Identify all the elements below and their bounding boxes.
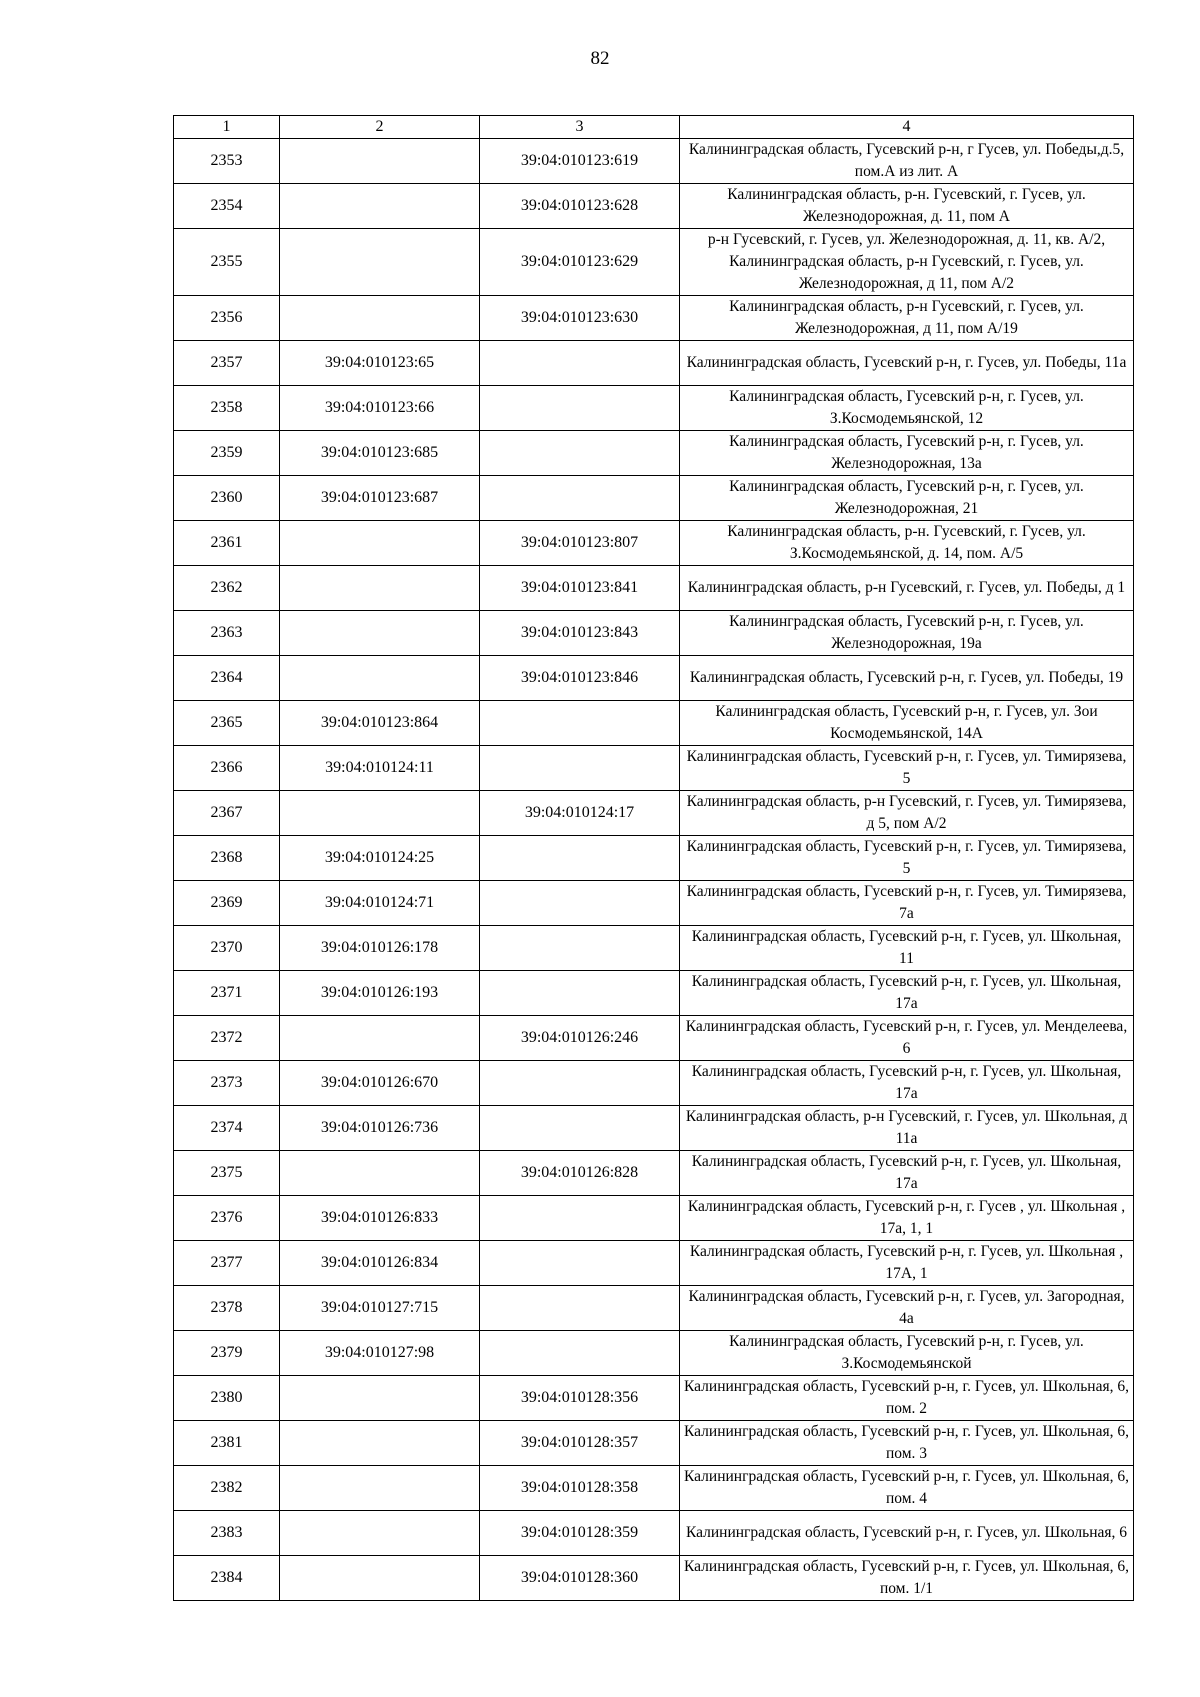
cadastral-number-cell <box>480 881 680 926</box>
cadastral-number-cell: 39:04:010124:17 <box>480 791 680 836</box>
cadastral-number-cell: 39:04:010126:246 <box>480 1016 680 1061</box>
cadastral-number-cell: 39:04:010128:358 <box>480 1466 680 1511</box>
table-row <box>174 926 1134 971</box>
cadastral-number-cell: 39:04:010126:828 <box>480 1151 680 1196</box>
cadastral-number-cell <box>480 701 680 746</box>
table-row <box>174 1376 1134 1421</box>
row-number-cell: 2368 <box>174 836 280 881</box>
cadastral-number-cell <box>280 656 480 701</box>
address-cell: Калининградская область, р-н Гусевский, г. Гусев, ул. Школьная, д 11а <box>680 1106 1134 1151</box>
cadastral-number-cell <box>480 746 680 791</box>
row-number-cell: 2353 <box>174 139 280 184</box>
address-cell: Калининградская область, Гусевский р-н, г. Гусев, ул. Зои Космодемьянской, 14А <box>680 701 1134 746</box>
table-row <box>174 1331 1134 1376</box>
table-row <box>174 791 1134 836</box>
row-number-cell: 2354 <box>174 184 280 229</box>
address-cell: Калининградская область, Гусевский р-н, г. Гусев, ул. Школьная , 17А, 1 <box>680 1241 1134 1286</box>
table-row <box>174 1241 1134 1286</box>
table-row <box>174 1511 1134 1556</box>
table-row <box>174 656 1134 701</box>
address-cell: Калининградская область, Гусевский р-н, г. Гусев, ул. Школьная, 11 <box>680 926 1134 971</box>
row-number-cell: 2384 <box>174 1556 280 1601</box>
row-number-cell: 2373 <box>174 1061 280 1106</box>
cadastral-number-cell <box>280 611 480 656</box>
cadastral-number-cell <box>280 1511 480 1556</box>
cadastral-number-cell <box>480 1331 680 1376</box>
cadastral-number-cell <box>280 1421 480 1466</box>
table-row <box>174 1196 1134 1241</box>
cadastral-number-cell: 39:04:010123:841 <box>480 566 680 611</box>
row-number-cell: 2375 <box>174 1151 280 1196</box>
cadastral-number-cell: 39:04:010123:843 <box>480 611 680 656</box>
cadastral-number-cell <box>280 184 480 229</box>
cadastral-number-cell: 39:04:010126:193 <box>280 971 480 1016</box>
table-row <box>174 1466 1134 1511</box>
cadastral-number-cell <box>480 1286 680 1331</box>
row-number-cell: 2376 <box>174 1196 280 1241</box>
cadastral-number-cell <box>480 926 680 971</box>
cadastral-number-cell <box>480 386 680 431</box>
address-cell: Калининградская область, р-н Гусевский, г. Гусев, ул. Победы, д 1 <box>680 566 1134 611</box>
cadastral-number-cell: 39:04:010128:356 <box>480 1376 680 1421</box>
cadastral-number-cell <box>280 791 480 836</box>
address-cell: Калининградская область, Гусевский р-н, г. Гусев, ул. Тимирязева, 5 <box>680 746 1134 791</box>
cadastral-number-cell: 39:04:010126:670 <box>280 1061 480 1106</box>
table-row <box>174 1556 1134 1601</box>
cadastral-number-cell <box>280 1556 480 1601</box>
column-header-2: 2 <box>280 116 480 139</box>
address-cell: Калининградская область, Гусевский р-н, г. Гусев, ул. З.Космодемьянской <box>680 1331 1134 1376</box>
cadastral-number-cell <box>280 1376 480 1421</box>
row-number-cell: 2356 <box>174 296 280 341</box>
cadastral-number-cell <box>280 296 480 341</box>
cadastral-number-cell: 39:04:010123:846 <box>480 656 680 701</box>
row-number-cell: 2381 <box>174 1421 280 1466</box>
cadastral-number-cell: 39:04:010126:178 <box>280 926 480 971</box>
row-number-cell: 2379 <box>174 1331 280 1376</box>
row-number-cell: 2378 <box>174 1286 280 1331</box>
table-row <box>174 746 1134 791</box>
address-cell: Калининградская область, Гусевский р-н, г. Гусев, ул. Школьная, 6, пом. 3 <box>680 1421 1134 1466</box>
table-row <box>174 836 1134 881</box>
cadastral-number-cell: 39:04:010123:65 <box>280 341 480 386</box>
row-number-cell: 2365 <box>174 701 280 746</box>
address-cell: Калининградская область, Гусевский р-н, г. Гусев, ул. Железнодорожная, 19а <box>680 611 1134 656</box>
cadastral-number-cell: 39:04:010128:359 <box>480 1511 680 1556</box>
row-number-cell: 2367 <box>174 791 280 836</box>
cadastral-number-cell: 39:04:010123:687 <box>280 476 480 521</box>
cadastral-number-cell <box>480 341 680 386</box>
row-number-cell: 2377 <box>174 1241 280 1286</box>
cadastral-number-cell: 39:04:010123:629 <box>480 229 680 296</box>
column-header-4: 4 <box>680 116 1134 139</box>
table-row <box>174 229 1134 296</box>
cadastral-number-cell <box>480 971 680 1016</box>
cadastral-number-cell <box>280 229 480 296</box>
row-number-cell: 2372 <box>174 1016 280 1061</box>
address-cell: Калининградская область, Гусевский р-н, г. Гусев, ул. Тимирязева, 5 <box>680 836 1134 881</box>
address-cell: Калининградская область, Гусевский р-н, г Гусев, ул. Победы,д.5, пом.А из лит. А <box>680 139 1134 184</box>
cadastral-number-cell: 39:04:010128:360 <box>480 1556 680 1601</box>
row-number-cell: 2359 <box>174 431 280 476</box>
address-cell: Калининградская область, Гусевский р-н, г. Гусев , ул. Школьная , 17а, 1, 1 <box>680 1196 1134 1241</box>
table-body <box>174 139 1134 1601</box>
address-cell: Калининградская область, Гусевский р-н, г. Гусев, ул. Школьная, 6, пом. 1/1 <box>680 1556 1134 1601</box>
address-cell: р-н Гусевский, г. Гусев, ул. Железнодорожная, д. 11, кв. А/2, Калининградская область, р-н Гусевский, г. Гусев, ул. Железнодорожная, д 11, пом А/2 <box>680 229 1134 296</box>
cadastral-number-cell <box>280 566 480 611</box>
address-cell: Калининградская область, Гусевский р-н, г. Гусев, ул. Школьная, 17а <box>680 971 1134 1016</box>
table-row <box>174 701 1134 746</box>
cadastral-number-cell: 39:04:010124:25 <box>280 836 480 881</box>
row-number-cell: 2369 <box>174 881 280 926</box>
address-cell: Калининградская область, Гусевский р-н, г. Гусев, ул. Победы, 19 <box>680 656 1134 701</box>
column-header-1: 1 <box>174 116 280 139</box>
table-row <box>174 476 1134 521</box>
cadastral-number-cell: 39:04:010123:864 <box>280 701 480 746</box>
cadastral-number-cell: 39:04:010124:11 <box>280 746 480 791</box>
table-row <box>174 296 1134 341</box>
table-row <box>174 1286 1134 1331</box>
table-row <box>174 139 1134 184</box>
table-row <box>174 386 1134 431</box>
address-cell: Калининградская область, Гусевский р-н, г. Гусев, ул. Менделеева, 6 <box>680 1016 1134 1061</box>
address-cell: Калининградская область, Гусевский р-н, г. Гусев, ул. Тимирязева, 7а <box>680 881 1134 926</box>
row-number-cell: 2362 <box>174 566 280 611</box>
cadastral-number-cell <box>480 1106 680 1151</box>
address-cell: Калининградская область, Гусевский р-н, г. Гусев, ул. Загородная, 4а <box>680 1286 1134 1331</box>
row-number-cell: 2371 <box>174 971 280 1016</box>
page-number: 82 <box>590 48 610 69</box>
address-cell: Калининградская область, Гусевский р-н, г. Гусев, ул. Победы, 11а <box>680 341 1134 386</box>
cadastral-number-cell: 39:04:010127:98 <box>280 1331 480 1376</box>
address-cell: Калининградская область, Гусевский р-н, г. Гусев, ул. Школьная, 6 <box>680 1511 1134 1556</box>
row-number-cell: 2358 <box>174 386 280 431</box>
row-number-cell: 2366 <box>174 746 280 791</box>
row-number-cell: 2355 <box>174 229 280 296</box>
row-number-cell: 2363 <box>174 611 280 656</box>
cadastral-number-cell: 39:04:010123:628 <box>480 184 680 229</box>
address-cell: Калининградская область, р-н. Гусевский, г. Гусев, ул. З.Космодемьянской, д. 14, пом. А/5 <box>680 521 1134 566</box>
cadastral-number-cell <box>480 1061 680 1106</box>
cadastral-number-cell <box>480 836 680 881</box>
cadastral-number-cell: 39:04:010126:833 <box>280 1196 480 1241</box>
address-cell: Калининградская область, Гусевский р-н, г. Гусев, ул. Железнодорожная, 13а <box>680 431 1134 476</box>
cadastral-number-cell: 39:04:010124:71 <box>280 881 480 926</box>
table-row <box>174 521 1134 566</box>
cadastral-number-cell: 39:04:010123:66 <box>280 386 480 431</box>
cadastral-number-cell: 39:04:010123:619 <box>480 139 680 184</box>
cadastral-number-cell: 39:04:010128:357 <box>480 1421 680 1466</box>
row-number-cell: 2364 <box>174 656 280 701</box>
row-number-cell: 2382 <box>174 1466 280 1511</box>
cadastral-number-cell <box>480 1196 680 1241</box>
registry-table <box>173 115 1134 1601</box>
column-header-3: 3 <box>480 116 680 139</box>
address-cell: Калининградская область, р-н Гусевский, г. Гусев, ул. Железнодорожная, д 11, пом А/19 <box>680 296 1134 341</box>
table-row <box>174 566 1134 611</box>
cadastral-number-cell <box>280 139 480 184</box>
header-row <box>174 116 1134 139</box>
cadastral-number-cell: 39:04:010126:736 <box>280 1106 480 1151</box>
row-number-cell: 2361 <box>174 521 280 566</box>
table-row <box>174 431 1134 476</box>
address-cell: Калининградская область, р-н Гусевский, г. Гусев, ул. Тимирязева, д 5, пом А/2 <box>680 791 1134 836</box>
table-row <box>174 341 1134 386</box>
table-row <box>174 184 1134 229</box>
table-row <box>174 1421 1134 1466</box>
row-number-cell: 2374 <box>174 1106 280 1151</box>
cadastral-number-cell <box>280 1151 480 1196</box>
cadastral-number-cell <box>280 1466 480 1511</box>
cadastral-number-cell: 39:04:010123:630 <box>480 296 680 341</box>
cadastral-number-cell <box>280 1016 480 1061</box>
cadastral-number-cell: 39:04:010127:715 <box>280 1286 480 1331</box>
table-row <box>174 1016 1134 1061</box>
cadastral-number-cell: 39:04:010123:685 <box>280 431 480 476</box>
cadastral-number-cell <box>480 476 680 521</box>
cadastral-number-cell: 39:04:010123:807 <box>480 521 680 566</box>
row-number-cell: 2357 <box>174 341 280 386</box>
address-cell: Калининградская область, Гусевский р-н, г. Гусев, ул. З.Космодемьянской, 12 <box>680 386 1134 431</box>
table-row <box>174 971 1134 1016</box>
address-cell: Калининградская область, Гусевский р-н, г. Гусев, ул. Железнодорожная, 21 <box>680 476 1134 521</box>
row-number-cell: 2383 <box>174 1511 280 1556</box>
address-cell: Калининградская область, Гусевский р-н, г. Гусев, ул. Школьная, 6, пом. 4 <box>680 1466 1134 1511</box>
cadastral-number-cell <box>280 521 480 566</box>
table-row <box>174 1106 1134 1151</box>
table-row <box>174 611 1134 656</box>
table-row <box>174 1061 1134 1106</box>
address-cell: Калининградская область, Гусевский р-н, г. Гусев, ул. Школьная, 17а <box>680 1061 1134 1106</box>
table-row <box>174 1151 1134 1196</box>
address-cell: Калининградская область, Гусевский р-н, г. Гусев, ул. Школьная, 17а <box>680 1151 1134 1196</box>
address-cell: Калининградская область, Гусевский р-н, г. Гусев, ул. Школьная, 6, пом. 2 <box>680 1376 1134 1421</box>
table-row <box>174 881 1134 926</box>
cadastral-number-cell <box>480 431 680 476</box>
cadastral-number-cell <box>480 1241 680 1286</box>
row-number-cell: 2360 <box>174 476 280 521</box>
row-number-cell: 2370 <box>174 926 280 971</box>
row-number-cell: 2380 <box>174 1376 280 1421</box>
cadastral-number-cell: 39:04:010126:834 <box>280 1241 480 1286</box>
address-cell: Калининградская область, р-н. Гусевский, г. Гусев, ул. Железнодорожная, д. 11, пом А <box>680 184 1134 229</box>
